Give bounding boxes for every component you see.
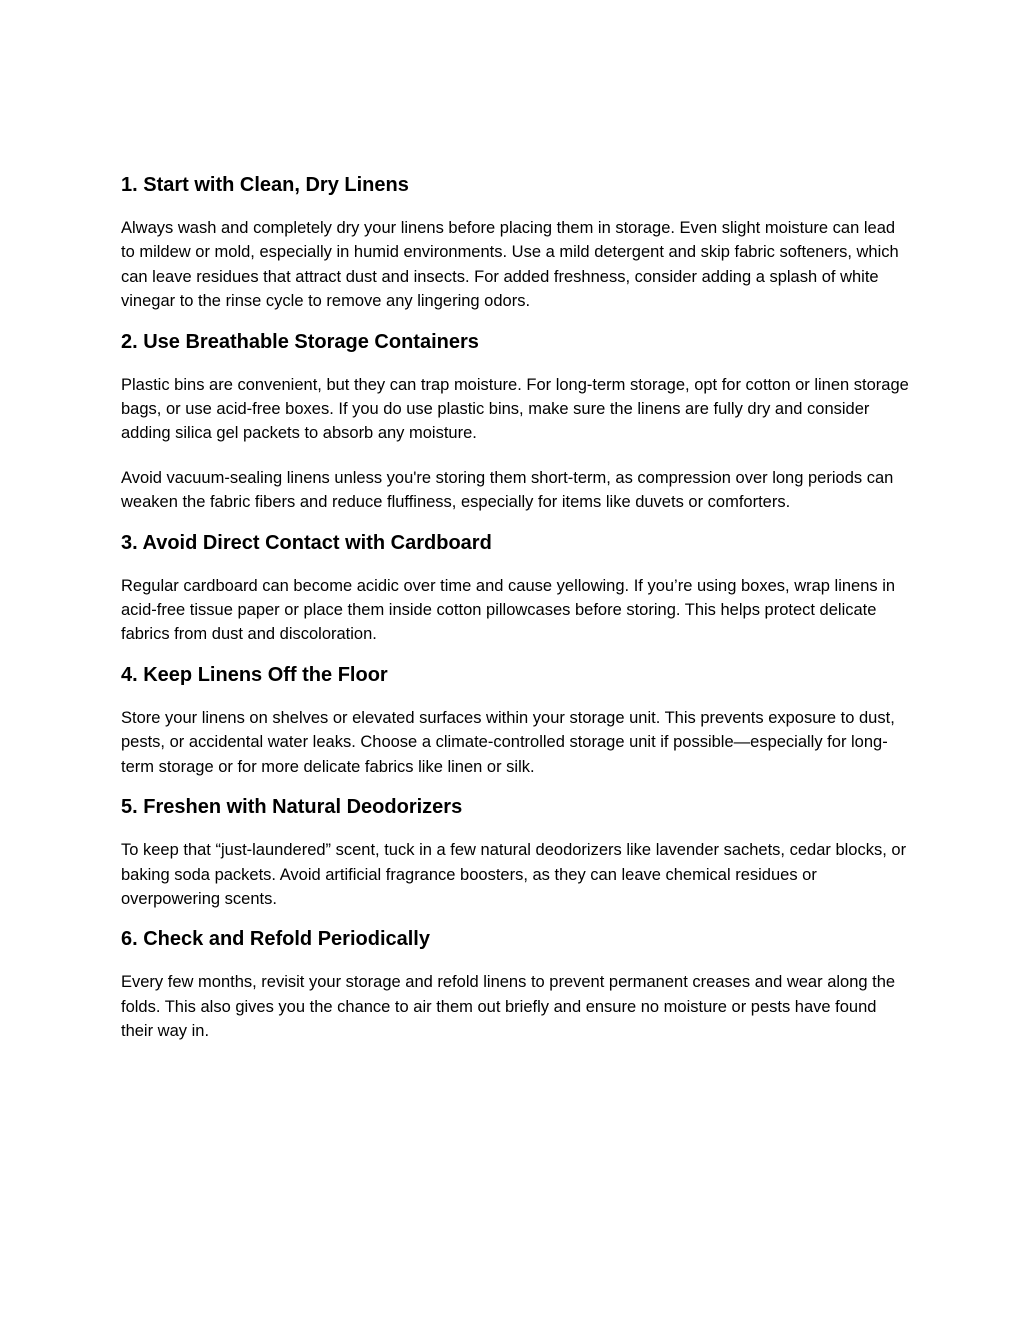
section-heading: 3. Avoid Direct Contact with Cardboard <box>121 531 492 554</box>
section-natural-deodorizers <box>121 793 911 911</box>
section-paragraph: Avoid vacuum-sealing linens unless you're storing them short-term, as compression over long periods can weaken the fabric fibers and reduce fluffiness, especially for items like duvets or comforters. <box>121 468 894 512</box>
section-paragraph: Store your linens on shelves or elevated surfaces within your storage unit. This prevents exposure to dust, pests, or accidental water leaks. Choose a climate-controlled storage unit if possible—especially for long-term storage or for more delicate fabrics like linen or silk. <box>121 708 895 776</box>
section-check-refold <box>121 925 911 1043</box>
section-off-the-floor <box>121 661 911 779</box>
section-avoid-cardboard <box>121 529 911 647</box>
section-paragraph: Plastic bins are convenient, but they can trap moisture. For long-term storage, opt for cotton or linen storage bags, or use acid-free boxes. If you do use plastic bins, make sure the linens are fully dry and consider adding silica gel packets to absorb any moisture. <box>121 375 909 443</box>
section-paragraph: To keep that “just-laundered” scent, tuck in a few natural deodorizers like lavender sachets, cedar blocks, or baking soda packets. Avoid artificial fragrance boosters, as they can leave chemical residues or overpowering scents. <box>121 841 907 908</box>
section-breathable-containers <box>121 328 911 515</box>
section-heading: 6. Check and Refold Periodically <box>121 928 430 951</box>
section-paragraph: Regular cardboard can become acidic over time and cause yellowing. If you’re using boxes, wrap linens in acid-free tissue paper or place them inside cotton pillowcases before storing. This helps protect delicate fabrics from dust and discoloration. <box>121 576 896 644</box>
document-body <box>121 171 911 1058</box>
section-paragraph: Always wash and completely dry your linens before placing them in storage. Even slight moisture can lead to mildew or mold, especially in humid environments. Use a mild detergent and skip fabric softeners, which can leave residues that attract dust and insects. For added freshness, consider adding a splash of white vinegar to the rinse cycle to remove any lingering odors. <box>121 219 899 311</box>
section-heading: 5. Freshen with Natural Deodorizers <box>121 796 463 819</box>
section-clean-dry-linens <box>121 171 911 314</box>
section-heading: 4. Keep Linens Off the Floor <box>121 663 388 686</box>
section-heading: 1. Start with Clean, Dry Linens <box>121 174 409 196</box>
section-paragraph: Every few months, revisit your storage and refold linens to prevent permanent creases and wear along the folds. This also gives you the chance to air them out briefly and ensure no moisture or pests have found their way in. <box>121 973 896 1041</box>
section-heading: 2. Use Breathable Storage Containers <box>121 330 479 353</box>
